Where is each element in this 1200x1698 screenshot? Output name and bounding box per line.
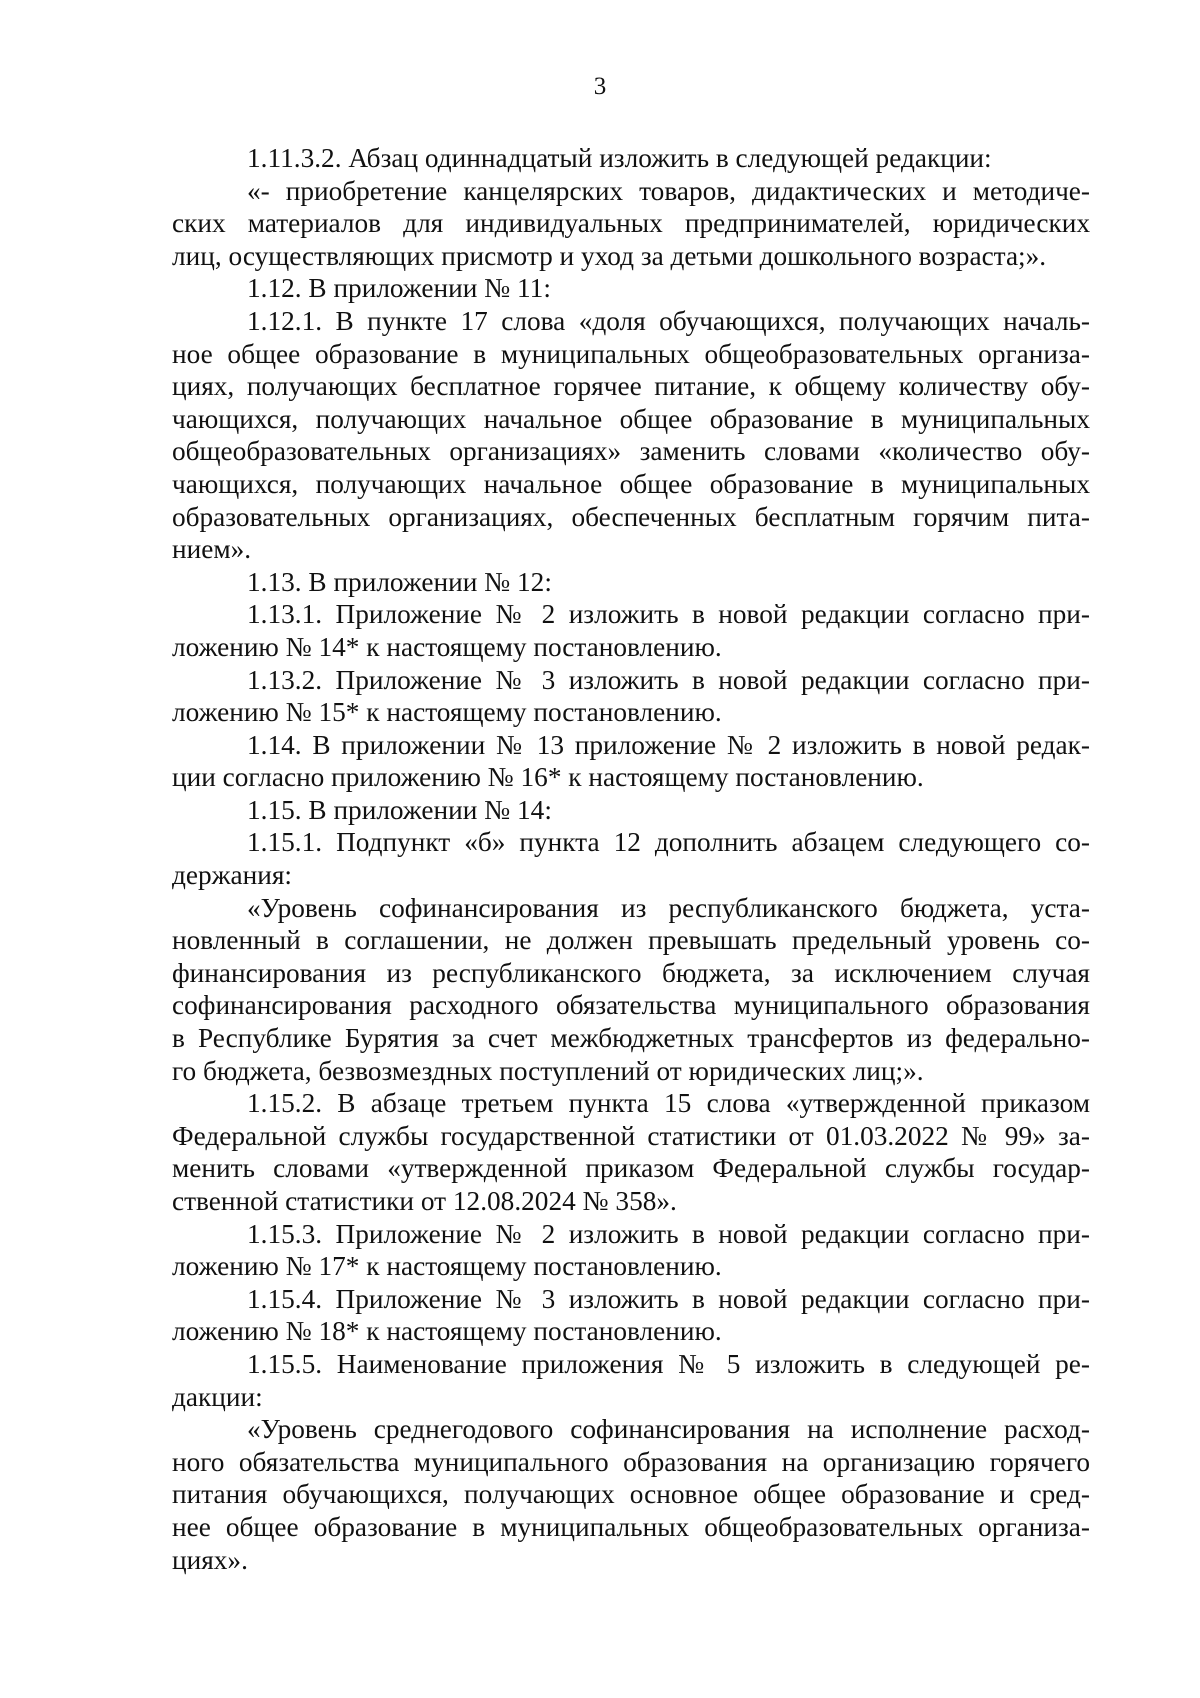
paragraph — [172, 1348, 1090, 1413]
text-line: 1.15.1. Подпункт «б» пункта 12 дополнить абзацем следующего со- — [247, 827, 1090, 858]
text-line: 1.15.5. Наименование приложения № 5 изложить в следующей ре- — [247, 1348, 1090, 1379]
paragraph — [172, 794, 1090, 827]
paragraph — [172, 566, 1090, 599]
paragraph — [172, 664, 1090, 729]
text-line: 1.15. В приложении № 14: — [247, 794, 552, 825]
text-line: в Республике Бурятия за счет межбюджетных трансфертов из федерально- — [172, 1023, 1090, 1054]
text-line: софинансирования расходного обязательства муниципального образования — [172, 990, 1090, 1021]
text-line: 1.12. В приложении № 11: — [247, 273, 551, 304]
paragraph — [172, 305, 1090, 566]
text-line: чающихся, получающих начальное общее образование в муниципальных — [172, 403, 1090, 434]
paragraph — [172, 892, 1090, 1088]
text-line: 1.15.4. Приложение № 3 изложить в новой редакции согласно при- — [247, 1283, 1090, 1314]
text-line: образовательных организациях, обеспеченных бесплатным горячим пита- — [172, 501, 1090, 532]
text-line: нием». — [172, 534, 252, 565]
text-line: 1.13.1. Приложение № 2 изложить в новой редакции согласно при- — [247, 599, 1090, 630]
text-line: «- приобретение канцелярских товаров, дидактических и методиче- — [247, 175, 1090, 206]
text-line: питания обучающихся, получающих основное общее образование и сред- — [172, 1479, 1090, 1510]
text-line: 1.13.2. Приложение № 3 изложить в новой редакции согласно при- — [247, 664, 1090, 695]
text-line: 1.15.2. В абзаце третьем пункта 15 слова «утвержденной приказом — [247, 1088, 1090, 1119]
text-line: чающихся, получающих начальное общее образование в муниципальных — [172, 468, 1090, 499]
text-line: 1.13. В приложении № 12: — [247, 566, 552, 597]
text-line: «Уровень среднегодового софинансирования на исполнение расход- — [247, 1414, 1090, 1445]
paragraph — [172, 1087, 1090, 1217]
text-line: нее общее образование в муниципальных общеобразовательных организа- — [172, 1511, 1090, 1542]
paragraph — [172, 1283, 1090, 1348]
text-line: циях, получающих бесплатное горячее питание, к общему количеству обу- — [172, 371, 1090, 402]
text-line: 1.15.3. Приложение № 2 изложить в новой редакции согласно при- — [247, 1218, 1090, 1249]
text-line: ции согласно приложению № 16* к настоящему постановлению. — [172, 762, 924, 793]
paragraph — [172, 142, 1090, 175]
text-line: новленный в соглашении, не должен превышать предельный уровень со- — [172, 925, 1090, 956]
page-number: 3 — [593, 73, 607, 100]
text-line: 1.12.1. В пункте 17 слова «доля обучающихся, получающих началь- — [247, 305, 1090, 336]
text-line: ственной статистики от 12.08.2024 № 358». — [172, 1186, 677, 1216]
text-line: дакции: — [172, 1381, 263, 1412]
text-line: 1.14. В приложении № 13 приложение № 2 изложить в новой редак- — [247, 729, 1090, 760]
text-line: 1.11.3.2. Абзац одиннадцатый изложить в следующей редакции: — [247, 143, 992, 173]
text-line: ного обязательства муниципального образования на организацию горячего — [172, 1446, 1090, 1477]
paragraph — [172, 826, 1090, 891]
paragraph — [172, 1413, 1090, 1576]
paragraph — [172, 729, 1090, 794]
text-line: ложению № 15* к настоящему постановлению. — [172, 697, 722, 728]
document-body — [172, 142, 1090, 1576]
text-line: ских материалов для индивидуальных предпринимателей, юридических — [172, 208, 1090, 239]
text-line: менить словами «утвержденной приказом Федеральной службы государ- — [172, 1153, 1090, 1184]
text-line: Федеральной службы государственной статистики от 01.03.2022 № 99» за- — [172, 1120, 1090, 1151]
text-line: циях». — [172, 1544, 248, 1575]
paragraph — [172, 175, 1090, 273]
text-line: ное общее образование в муниципальных общеобразовательных организа- — [172, 338, 1090, 369]
text-line: общеобразовательных организациях» заменить словами «количество обу- — [172, 436, 1090, 467]
paragraph — [172, 598, 1090, 663]
text-line: го бюджета, безвозмездных поступлений от юридических лиц;». — [172, 1055, 924, 1086]
text-line: «Уровень софинансирования из республиканского бюджета, уста- — [247, 892, 1090, 923]
paragraph — [172, 272, 1090, 305]
paragraph — [172, 1218, 1090, 1283]
text-line: лиц, осуществляющих присмотр и уход за детьми дошкольного возраста;». — [172, 240, 1047, 271]
text-line: держания: — [172, 860, 292, 891]
text-line: ложению № 14* к настоящему постановлению. — [172, 631, 722, 662]
text-line: ложению № 17* к настоящему постановлению. — [172, 1251, 722, 1282]
text-line: финансирования из республиканского бюджета, за исключением случая — [172, 957, 1090, 988]
text-line: ложению № 18* к настоящему постановлению. — [172, 1316, 722, 1347]
